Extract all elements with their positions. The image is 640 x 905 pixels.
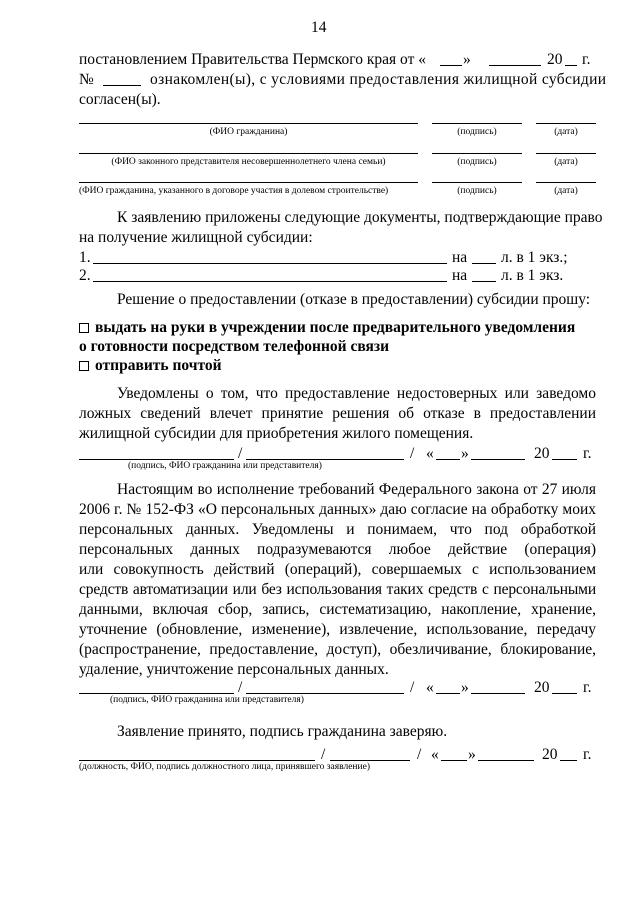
consent-line-10: удаление, уничтожение персональных данных. (79, 661, 389, 678)
consent-year-blank[interactable] (552, 693, 577, 694)
notice-sign-caption: (подпись, ФИО гражданина или представителя) (128, 461, 322, 471)
documents-intro-2: на получение жилищной субсидии: (79, 229, 313, 246)
intro-line-1 (79, 50, 596, 70)
consent-month-blank[interactable] (471, 693, 525, 694)
consent-quote-close: » (461, 679, 469, 696)
notice-line-2: ложных сведений влечет принятие решения об отказе в предоставлении (79, 405, 596, 422)
consent-sign-blank[interactable] (79, 693, 234, 694)
consent-line-7: данными, включая сбор, запись, систематизацию, накопление, хранение, (79, 601, 596, 618)
sig1-sign-line[interactable] (432, 123, 522, 124)
sig2-sign-caption: (подпись) (457, 157, 497, 167)
intro-text-a: постановлением Правительства Пермского края от « (79, 51, 426, 68)
notice-sign-blank[interactable] (79, 459, 234, 460)
notice-quote-open: « (426, 445, 434, 462)
official-year: 20 (542, 746, 558, 763)
sig2-name-line[interactable] (79, 153, 418, 154)
consent-line-5: или совокупность действий (операций), совершаемых с использованием (79, 561, 596, 578)
intro-year: 20 (547, 51, 563, 68)
notice-year-blank[interactable] (552, 459, 577, 460)
notice-line-3: жилищной субсидии для приобретения жилого помещения. (79, 425, 474, 442)
notice-slash-2: / (410, 445, 415, 462)
option-1-line-1 (79, 318, 575, 338)
sig1-sign-caption: (подпись) (457, 127, 497, 137)
sig1-name-caption: (ФИО гражданина) (209, 127, 288, 137)
sig2-name-caption: (ФИО законного представителя несовершеннолетнего члена семьи) (111, 157, 386, 167)
intro-day-blank[interactable] (440, 65, 462, 66)
doc-item-2-on: на (452, 267, 468, 284)
sig1-date-caption: (дата) (554, 127, 578, 137)
notice-month-blank[interactable] (471, 459, 525, 460)
notice-day-blank[interactable] (436, 459, 460, 460)
option-1-checkbox[interactable] (79, 323, 89, 333)
official-slash-1: / (321, 746, 326, 763)
consent-quote-open: « (426, 679, 434, 696)
consent-line-9: (распространение, предоставление, доступ), обезличивание, блокирование, (79, 641, 596, 658)
official-g: г. (583, 746, 592, 763)
intro-year-blank[interactable] (565, 65, 577, 66)
sig2-sign-line[interactable] (432, 153, 522, 154)
consent-line-3: персональных данных. Уведомлены и понимаем, что под обработкой (79, 521, 596, 538)
official-fio-blank[interactable] (330, 760, 410, 761)
consent-line-2: 2006 г. № 152-ФЗ «О персональных данных» даю согласие на обработку моих (79, 501, 596, 518)
accepted-text: Заявление принято, подпись гражданина заверяю. (117, 723, 448, 740)
decision-text: Решение о предоставлении (отказе в предоставлении) субсидии прошу: (117, 291, 591, 308)
doc-item-2-pages-blank[interactable] (472, 281, 496, 282)
consent-line-8: уточнение (обновление, изменение), извлечение, использование, передачу (79, 621, 596, 638)
sig2-date-caption: (дата) (554, 157, 578, 167)
intro-month-blank[interactable] (489, 65, 541, 66)
doc-item-1-suffix: л. в 1 экз.; (501, 249, 568, 266)
notice-line-1: Уведомлены о том, что предоставление недостоверных или заведомо (117, 385, 596, 402)
sig3-sign-line[interactable] (432, 182, 522, 183)
consent-line-4: персональных данных подразумеваются любое действие (операция) (79, 541, 596, 558)
option-2-label: отправить почтой (95, 357, 222, 374)
notice-quote-close: » (461, 445, 469, 462)
option-1-line-2: о готовности посредством телефонной связи (79, 338, 390, 355)
official-sign-caption: (должность, ФИО, подпись должностного лица, принявшего заявление) (79, 762, 370, 772)
consent-fio-blank[interactable] (246, 693, 404, 694)
official-slash-2: / (417, 746, 422, 763)
official-sign-blank[interactable] (79, 760, 315, 761)
option-2 (79, 356, 222, 376)
intro-number-sign: № (79, 71, 94, 88)
sig1-date-line[interactable] (536, 123, 596, 124)
doc-item-2-suffix: л. в 1 экз. (501, 267, 564, 284)
consent-year: 20 (534, 679, 550, 696)
page-number: 14 (311, 19, 327, 36)
sig3-date-line[interactable] (536, 182, 596, 183)
doc-item-1-pages-blank[interactable] (472, 263, 496, 264)
intro-quote-close: » (463, 51, 471, 68)
notice-slash-1: / (238, 445, 243, 462)
documents-intro: К заявлению приложены следующие документы, подтверждающие право (117, 209, 603, 226)
notice-fio-blank[interactable] (246, 459, 404, 460)
consent-slash-1: / (238, 679, 243, 696)
intro-text-b: ознакомлен(ы), с условиями предоставления жилищной субсидии (150, 71, 607, 88)
consent-slash-2: / (410, 679, 415, 696)
doc-item-2-num: 2. (79, 267, 91, 284)
doc-item-1-on: на (452, 249, 468, 266)
consent-day-blank[interactable] (436, 693, 460, 694)
doc-item-1-name-blank[interactable] (93, 263, 447, 264)
official-day-blank[interactable] (441, 760, 467, 761)
option-1-label: выдать на руки в учреждении после предварительного уведомления (95, 319, 576, 336)
consent-line-6: средств автоматизации или без использования таких средств с персональными (79, 581, 596, 598)
doc-item-2-name-blank[interactable] (93, 281, 447, 282)
official-quote-open: « (431, 746, 439, 763)
official-quote-close: » (468, 746, 476, 763)
sig3-date-caption: (дата) (554, 186, 578, 196)
consent-sign-caption: (подпись, ФИО гражданина или представителя) (110, 695, 304, 705)
intro-number-blank[interactable] (103, 85, 141, 86)
option-2-checkbox[interactable] (79, 361, 89, 371)
sig3-name-caption: (ФИО гражданина, указанного в договоре участия в долевом строительстве) (79, 186, 389, 196)
sig3-name-line[interactable] (79, 182, 418, 183)
consent-g: г. (583, 679, 592, 696)
sig3-sign-caption: (подпись) (457, 186, 497, 196)
doc-item-1-num: 1. (79, 249, 91, 266)
official-year-blank[interactable] (560, 760, 577, 761)
notice-g: г. (583, 445, 592, 462)
sig1-name-line[interactable] (79, 123, 418, 124)
intro-g: г. (582, 51, 591, 68)
intro-text-c: согласен(ы). (79, 91, 161, 108)
sig2-date-line[interactable] (536, 153, 596, 154)
consent-line-1: Настоящим во исполнение требований Федерального закона от 27 июля (117, 481, 596, 498)
notice-year: 20 (534, 445, 550, 462)
official-month-blank[interactable] (478, 760, 534, 761)
